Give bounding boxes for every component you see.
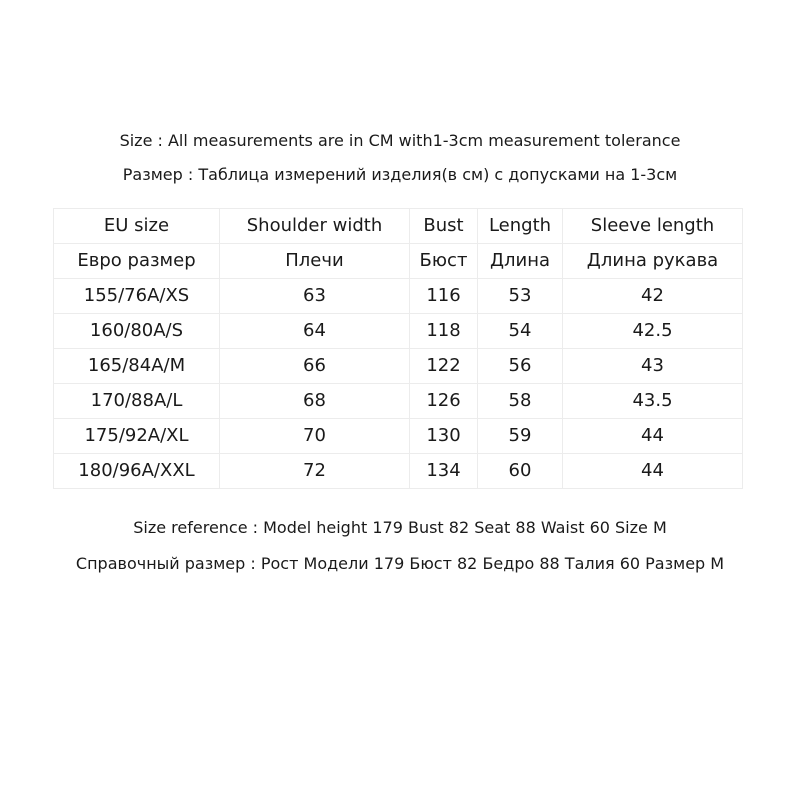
table-cell: 64	[220, 314, 410, 349]
table-cell: 118	[410, 314, 478, 349]
table-cell: 42	[563, 279, 743, 314]
table-cell: 63	[220, 279, 410, 314]
intro-russian: Размер : Таблица измерений изделия(в см) с допусками на 1-3см	[122, 165, 678, 184]
header-cell: Bust	[410, 209, 478, 244]
size-table	[53, 208, 743, 489]
table-cell: 122	[410, 349, 478, 384]
header-cell: Длина рукава	[563, 244, 743, 279]
table-cell: 66	[220, 349, 410, 384]
table-cell: 58	[478, 384, 563, 419]
size-reference-russian: Справочный размер : Рост Модели 179 Бюст 82 Бедро 88 Талия 60 Размер M	[75, 554, 725, 573]
table-cell: 42.5	[563, 314, 743, 349]
table-row	[54, 454, 743, 489]
header-cell: EU size	[54, 209, 220, 244]
table-cell: 70	[220, 419, 410, 454]
table-row	[54, 314, 743, 349]
table-cell: 160/80A/S	[54, 314, 220, 349]
table-cell: 43.5	[563, 384, 743, 419]
table-cell: 116	[410, 279, 478, 314]
header-row-russian	[54, 244, 743, 279]
header-cell: Бюст	[410, 244, 478, 279]
table-row	[54, 384, 743, 419]
table-cell: 53	[478, 279, 563, 314]
table-cell: 126	[410, 384, 478, 419]
table-cell: 134	[410, 454, 478, 489]
header-cell: Плечи	[220, 244, 410, 279]
header-cell: Sleeve length	[563, 209, 743, 244]
table-cell: 44	[563, 454, 743, 489]
table-row	[54, 349, 743, 384]
header-cell: Length	[478, 209, 563, 244]
intro-english: Size : All measurements are in CM with1-3cm measurement tolerance	[119, 131, 681, 150]
table-cell: 72	[220, 454, 410, 489]
table-cell: 180/96A/XXL	[54, 454, 220, 489]
table-cell: 44	[563, 419, 743, 454]
table-cell: 43	[563, 349, 743, 384]
table-cell: 165/84A/M	[54, 349, 220, 384]
table-cell: 130	[410, 419, 478, 454]
table-cell: 60	[478, 454, 563, 489]
header-cell: Shoulder width	[220, 209, 410, 244]
table-cell: 54	[478, 314, 563, 349]
table-cell: 59	[478, 419, 563, 454]
table-row	[54, 419, 743, 454]
header-cell: Евро размер	[54, 244, 220, 279]
table-cell: 155/76A/XS	[54, 279, 220, 314]
size-reference-english: Size reference : Model height 179 Bust 82 Seat 88 Waist 60 Size M	[133, 518, 667, 537]
header-cell: Длина	[478, 244, 563, 279]
table-cell: 170/88A/L	[54, 384, 220, 419]
header-row-english	[54, 209, 743, 244]
table-row	[54, 279, 743, 314]
table-cell: 56	[478, 349, 563, 384]
table-cell: 175/92A/XL	[54, 419, 220, 454]
table-cell: 68	[220, 384, 410, 419]
